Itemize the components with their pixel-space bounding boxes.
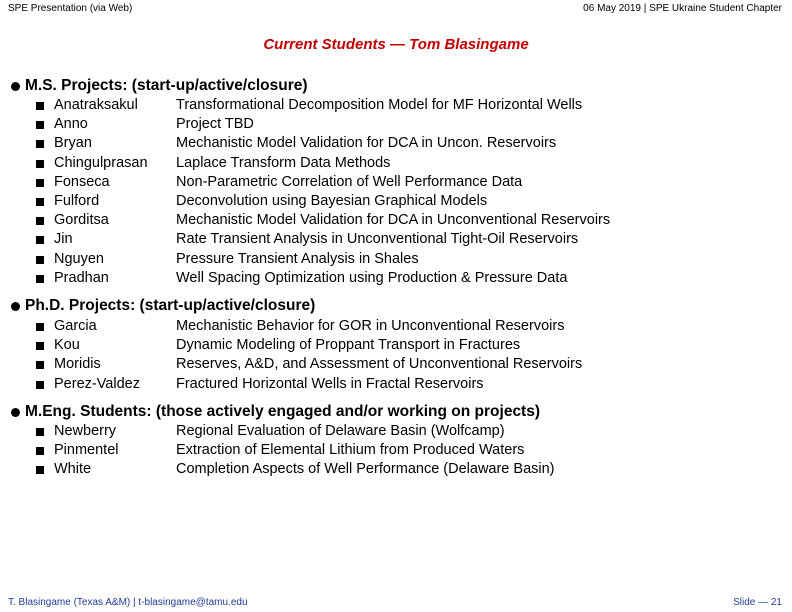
square-bullet-icon	[36, 102, 44, 110]
square-bullet-icon	[36, 428, 44, 436]
project-title: Completion Aspects of Well Performance (Delaware Basin)	[176, 461, 555, 478]
project-title: Reserves, A&D, and Assessment of Unconventional Reservoirs	[176, 356, 583, 373]
square-bullet-icon	[36, 342, 44, 350]
project-title: Fractured Horizontal Wells in Fractal Reservoirs	[176, 375, 484, 392]
section-heading-text: M.S. Projects: (start-up/active/closure)	[25, 77, 308, 94]
student-name: Pinmentel	[54, 442, 119, 459]
footer-author-text: T. Blasingame (Texas A&M) | t-blasingame@tamu.edu	[8, 597, 248, 608]
bullet-dot-icon	[11, 82, 20, 91]
square-bullet-icon	[36, 217, 44, 225]
project-title: Mechanistic Model Validation for DCA in Unconventional Reservoirs	[176, 212, 611, 229]
project-title: Dynamic Modeling of Proppant Transport in Fractures	[176, 337, 521, 354]
square-bullet-icon	[36, 466, 44, 474]
header-left-text: SPE Presentation (via Web)	[8, 3, 133, 14]
project-title: Pressure Transient Analysis in Shales	[176, 250, 419, 267]
student-name: Jin	[54, 231, 73, 248]
student-name: Anno	[54, 116, 88, 133]
square-bullet-icon	[36, 198, 44, 206]
student-name: Moridis	[54, 356, 101, 373]
student-name: Chingulprasan	[54, 154, 148, 171]
square-bullet-icon	[36, 256, 44, 264]
student-name: Fulford	[54, 192, 100, 209]
student-name: Anatraksakul	[54, 97, 138, 113]
section-heading-text: Ph.D. Projects: (start-up/active/closure)	[25, 297, 316, 314]
slide-title: Current Students — Tom Blasingame	[263, 36, 529, 53]
student-name: White	[54, 461, 92, 478]
slide-number: Slide — 21	[733, 597, 782, 608]
student-name: Kou	[54, 337, 80, 354]
project-title: Rate Transient Analysis in Unconventional Tight-Oil Reservoirs	[176, 231, 579, 248]
student-name: Nguyen	[54, 250, 104, 267]
student-name: Fonseca	[54, 173, 110, 190]
student-name: Garcia	[54, 318, 97, 334]
square-bullet-icon	[36, 275, 44, 283]
student-name: Perez-Valdez	[54, 375, 140, 392]
square-bullet-icon	[36, 381, 44, 389]
project-title: Mechanistic Behavior for GOR in Unconventional Reservoirs	[176, 318, 565, 334]
project-title: Mechanistic Model Validation for DCA in Uncon. Reservoirs	[176, 135, 557, 152]
square-bullet-icon	[36, 323, 44, 331]
student-name: Newberry	[54, 423, 117, 439]
project-title: Extraction of Elemental Lithium from Produced Waters	[176, 442, 525, 459]
section-heading-ms	[11, 77, 308, 95]
project-title: Transformational Decomposition Model for MF Horizontal Wells	[176, 97, 583, 113]
square-bullet-icon	[36, 361, 44, 369]
project-title: Project TBD	[176, 116, 254, 133]
project-title: Well Spacing Optimization using Production & Pressure Data	[176, 269, 568, 286]
project-title: Non-Parametric Correlation of Well Performance Data	[176, 173, 523, 190]
project-title: Laplace Transform Data Methods	[176, 154, 391, 171]
section-heading-phd	[11, 297, 315, 315]
bullet-dot-icon	[11, 302, 20, 311]
square-bullet-icon	[36, 179, 44, 187]
square-bullet-icon	[36, 236, 44, 244]
header-right-text: 06 May 2019 | SPE Ukraine Student Chapter	[583, 3, 782, 14]
section-heading-meng	[11, 403, 540, 421]
project-title: Regional Evaluation of Delaware Basin (Wolfcamp)	[176, 423, 505, 439]
bullet-dot-icon	[11, 408, 20, 417]
student-name: Gorditsa	[54, 212, 109, 229]
student-name: Pradhan	[54, 269, 109, 286]
student-name: Bryan	[54, 135, 92, 152]
project-title: Deconvolution using Bayesian Graphical Models	[176, 192, 488, 209]
section-heading-text: M.Eng. Students: (those actively engaged and/or working on projects)	[25, 403, 541, 420]
square-bullet-icon	[36, 121, 44, 129]
square-bullet-icon	[36, 447, 44, 455]
square-bullet-icon	[36, 160, 44, 168]
square-bullet-icon	[36, 140, 44, 148]
